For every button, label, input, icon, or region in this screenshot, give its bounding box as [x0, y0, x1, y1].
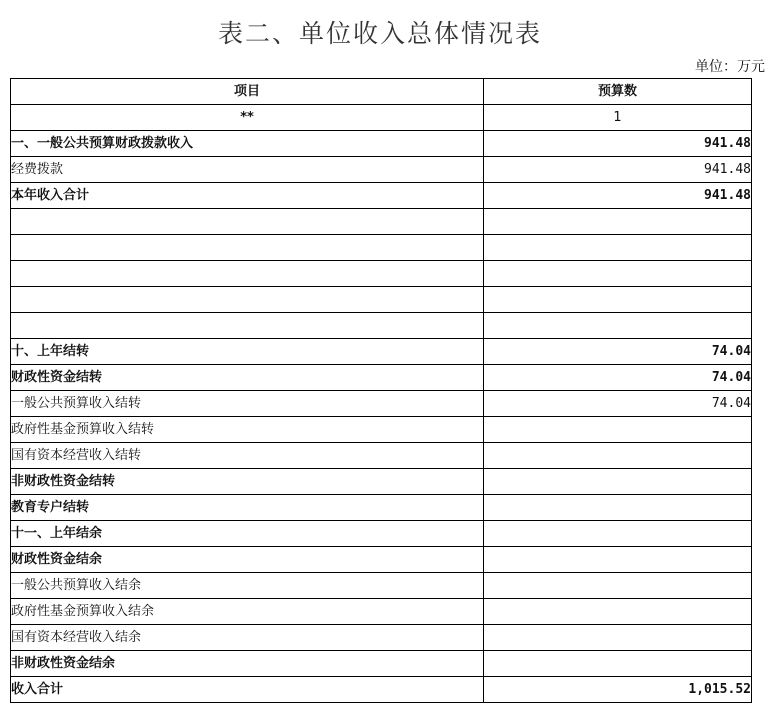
row-label: 一般公共预算收入结转 [11, 391, 484, 417]
table-row [11, 209, 752, 235]
row-label [11, 287, 484, 313]
row-value [484, 521, 752, 547]
row-label: 本年收入合计 [11, 183, 484, 209]
row-label: 国有资本经营收入结转 [11, 443, 484, 469]
table-row [11, 677, 752, 703]
table-row [11, 131, 752, 157]
table-row [11, 261, 752, 287]
index-item: ** [11, 105, 484, 131]
row-label: 十一、上年结余 [11, 521, 484, 547]
row-value [484, 417, 752, 443]
row-label: 一般公共预算收入结余 [11, 573, 484, 599]
table-row [11, 625, 752, 651]
index-row [11, 105, 752, 131]
row-value [484, 469, 752, 495]
row-label [11, 235, 484, 261]
row-label: 一、一般公共预算财政拨款收入 [11, 131, 484, 157]
row-value: 74.04 [484, 339, 752, 365]
row-label: 十、上年结转 [11, 339, 484, 365]
row-value [484, 599, 752, 625]
row-label [11, 313, 484, 339]
table-row [11, 287, 752, 313]
index-budget: 1 [484, 105, 752, 131]
table-row [11, 495, 752, 521]
table-row [11, 183, 752, 209]
row-value: 941.48 [484, 131, 752, 157]
row-value [484, 443, 752, 469]
row-value [484, 287, 752, 313]
table-row [11, 599, 752, 625]
row-value [484, 209, 752, 235]
row-value [484, 495, 752, 521]
row-label: 教育专户结转 [11, 495, 484, 521]
header-budget: 预算数 [484, 79, 752, 105]
row-value [484, 625, 752, 651]
row-value: 74.04 [484, 365, 752, 391]
table-row [11, 547, 752, 573]
row-value [484, 573, 752, 599]
row-label: 非财政性资金结余 [11, 651, 484, 677]
row-value: 941.48 [484, 183, 752, 209]
row-value [484, 261, 752, 287]
table-row [11, 417, 752, 443]
page-title: 表二、单位收入总体情况表 [217, 19, 542, 48]
row-label: 收入合计 [11, 677, 484, 703]
row-label [11, 261, 484, 287]
table-row [11, 651, 752, 677]
row-label: 国有资本经营收入结余 [11, 625, 484, 651]
table-row [11, 313, 752, 339]
row-value: 941.48 [484, 157, 752, 183]
row-value [484, 547, 752, 573]
table-row [11, 573, 752, 599]
row-label: 经费拨款 [11, 157, 484, 183]
header-row [11, 79, 752, 105]
table-row [11, 443, 752, 469]
row-value [484, 651, 752, 677]
row-value: 74.04 [484, 391, 752, 417]
table-row [11, 235, 752, 261]
unit-label: 单位：万元 [695, 59, 765, 75]
header-item: 项目 [11, 79, 484, 105]
table-row [11, 339, 752, 365]
row-label: 政府性基金预算收入结转 [11, 417, 484, 443]
row-label: 财政性资金结余 [11, 547, 484, 573]
table-row [11, 157, 752, 183]
row-label: 政府性基金预算收入结余 [11, 599, 484, 625]
table-row [11, 521, 752, 547]
row-value: 1,015.52 [484, 677, 752, 703]
table-row [11, 391, 752, 417]
row-label: 财政性资金结转 [11, 365, 484, 391]
income-table [10, 78, 752, 703]
row-label: 非财政性资金结转 [11, 469, 484, 495]
row-value [484, 313, 752, 339]
table-row [11, 469, 752, 495]
row-value [484, 235, 752, 261]
row-label [11, 209, 484, 235]
table-row [11, 365, 752, 391]
